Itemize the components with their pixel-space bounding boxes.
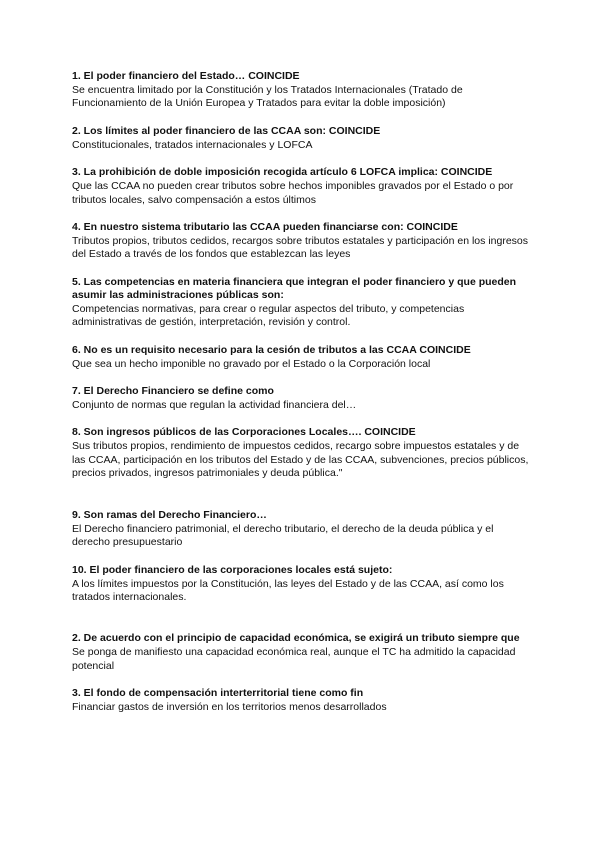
question-3: 3. La prohibición de doble imposición recogida artículo 6 LOFCA implica: COINCIDE [72,166,493,179]
answer-1: Se encuentra limitado por la Constitución y los Tratados Internacionales (Tratado de Funcionamiento de la Unión Europea y Tratados para evitar la doble imposición) [72,84,463,110]
qa-item-12 [72,687,532,714]
qa-item-9 [72,509,532,550]
qa-item-5 [72,276,532,330]
qa-item-7 [72,385,532,412]
qa-item-6 [72,344,532,371]
question-7: 7. El Derecho Financiero se define como [72,385,274,398]
document-page [72,70,532,715]
qa-item-1 [72,70,532,111]
answer-10: A los límites impuestos por la Constitución, las leyes del Estado y de las CCAA, así como los tratados internacionales. [72,577,504,603]
answer-8: Sus tributos propios, rendimiento de impuestos cedidos, recargo sobre impuestos estatales y de las CCAA, participación en los tributos del Estado y de las CCAA, subvenciones, precios públicos, precios privados, ingresos patrimoniales y deuda pública." [72,440,529,480]
qa-item-11 [72,632,532,673]
answer-11: Se ponga de manifiesto una capacidad económica real, aunque el TC ha admitido la capacidad potencial [72,646,516,672]
answer-7: Conjunto de normas que regulan la actividad financiera del… [72,399,357,412]
question-1: 1. El poder financiero del Estado… COINCIDE [72,70,300,82]
qa-item-8 [72,426,532,480]
answer-5: Competencias normativas, para crear o regular aspectos del tributo, y competencias administrativas de gestión, interpretación, revisión y control. [72,302,465,329]
answer-6: Que sea un hecho imponible no gravado por el Estado o la Corporación local [72,357,431,370]
question-6: 6. No es un requisito necesario para la cesión de tributos a las CCAA COINCIDE [72,343,471,356]
question-2: 2. Los límites al poder financiero de las CCAA son: COINCIDE [72,124,381,137]
question-10: 10. El poder financiero de las corporaciones locales está sujeto: [72,563,393,576]
question-9: 9. Son ramas del Derecho Financiero… [72,508,267,521]
answer-3: Que las CCAA no pueden crear tributos sobre hechos imponibles gravados por el Estado o por tributos locales, salvo compensación a estos últimos [72,180,514,206]
question-5: 5. Las competencias en materia financiera que integran el poder financiero y que pueden asumir las administraciones públicas son: [72,275,517,301]
question-11: 2. De acuerdo con el principio de capacidad económica, se exigirá un tributo siempre que [72,632,520,645]
answer-9: El Derecho financiero patrimonial, el derecho tributario, el derecho de la deuda pública y el derecho presupuestario [72,522,494,549]
answer-12: Financiar gastos de inversión en los territorios menos desarrollados [72,701,387,714]
question-12: 3. El fondo de compensación interterritorial tiene como fin [72,687,364,700]
answer-4: Tributos propios, tributos cedidos, recargos sobre tributos estatales y participación en los ingresos del Estado a través de los fondos que establezcan las leyes [72,235,529,261]
qa-item-3 [72,166,532,207]
qa-item-10 [72,564,532,605]
qa-item-4 [72,221,532,262]
question-4: 4. En nuestro sistema tributario las CCAA pueden financiarse con: COINCIDE [72,221,458,234]
qa-item-2 [72,125,532,152]
answer-2: Constitucionales, tratados internacionales y LOFCA [72,138,313,151]
question-8: 8. Son ingresos públicos de las Corporaciones Locales…. COINCIDE [72,426,416,439]
